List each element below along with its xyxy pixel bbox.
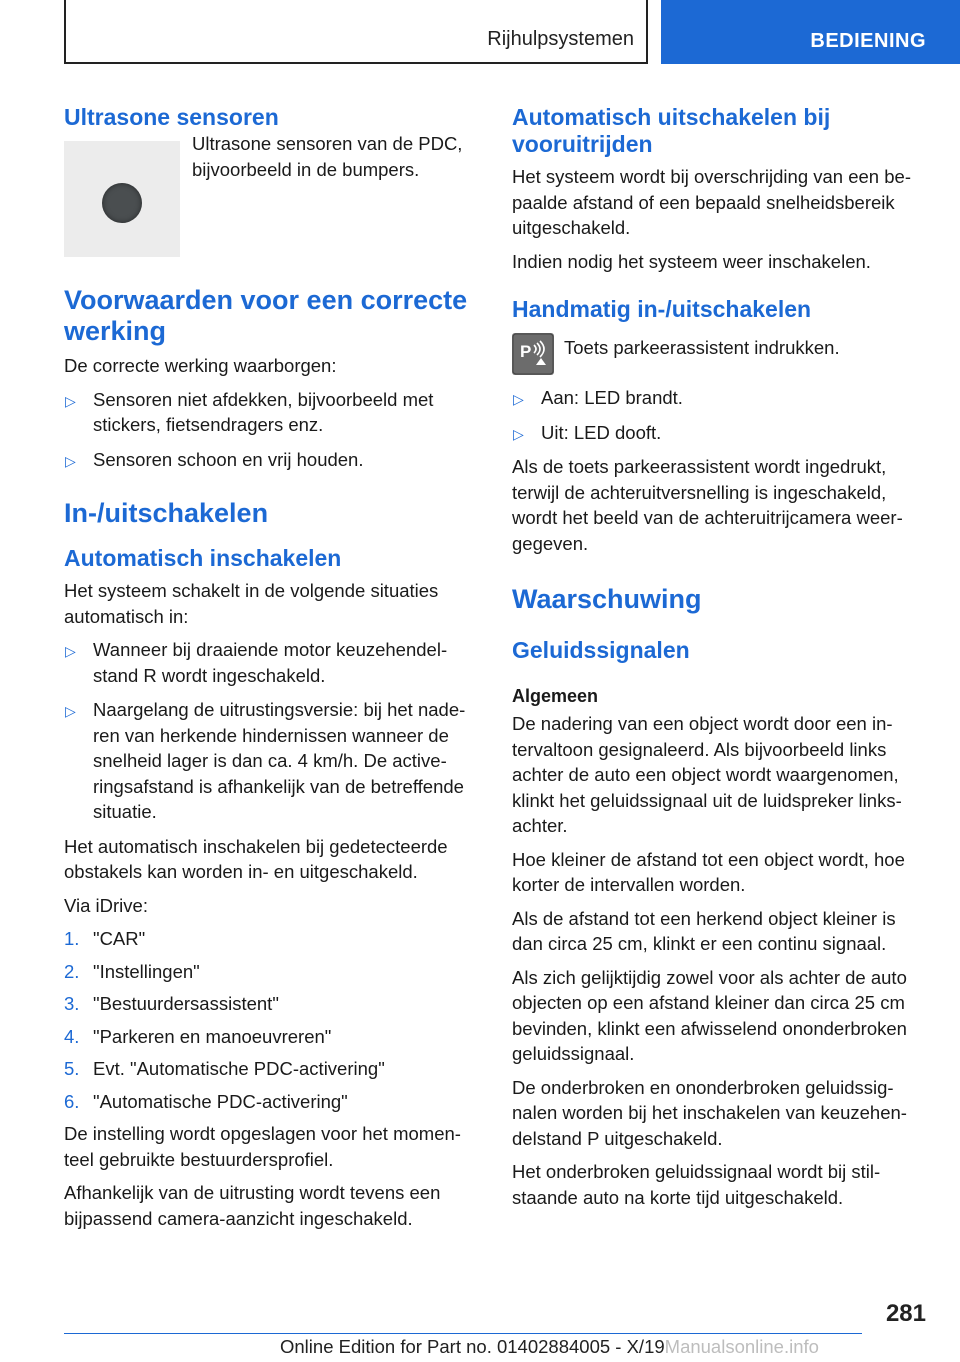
heading-automatisch-uitschakelen: Automatisch uitschakelen bij vooruitrijden	[512, 104, 831, 157]
footer-edition-text: Online Edition for Part no. 01402884005 - X/19	[280, 1336, 665, 1357]
auto-in-list	[64, 637, 478, 825]
left-column	[64, 100, 478, 1239]
list-item: ▷ Aan: LED brandt.	[512, 385, 924, 411]
footer-edition	[280, 1336, 819, 1358]
step-item: 6. "Automatische PDC-activering"	[64, 1090, 348, 1112]
closing-paragraph-1: De instelling wordt opgeslagen voor het momenteel gebruikte bestuurdersprofiel.	[64, 1123, 461, 1170]
list-item: ▷ Sensoren schoon en vrij houden.	[64, 447, 478, 473]
voorwaarden-intro: De correcte werking waarborgen:	[64, 355, 337, 376]
bullet-triangle-icon: ▷	[513, 425, 524, 442]
paragraph: De onderbroken en ononderbroken geluidssignalen worden bij het inschakelen van keuzehendelstand P uitgeschakeld.	[512, 1076, 907, 1149]
heading-geluidssignalen: Geluidssignalen	[512, 637, 690, 663]
park-assist-button-icon	[512, 333, 554, 375]
paragraph: Als zich gelijktijdig zowel voor als achter de auto objecten op een afstand kleiner dan circa 25 cm bevinden, klinkt een afwisselend ononderbroken geluidssignaal.	[512, 966, 907, 1064]
list-item: ▷ Wanneer bij draaiende motor keuzehendelstand R wordt ingeschakeld.	[65, 639, 448, 686]
step-item: 2. "Instellingen"	[64, 960, 200, 982]
bullet-triangle-icon: ▷	[65, 643, 76, 659]
sensor-figure-row	[64, 133, 478, 257]
step-item: 4. "Parkeren en manoeuvreren"	[64, 1025, 332, 1047]
led-list	[512, 385, 924, 445]
bullet-triangle-icon: ▷	[513, 391, 524, 407]
bullet-triangle-icon: ▷	[65, 452, 76, 469]
heading-automatisch-inschakelen: Automatisch inschakelen	[64, 545, 342, 571]
list-item: ▷ Naargelang de uitrustingsversie: bij het naderen van herkende hindernissen wanneer de snelheid lager is dan ca. 4 km/h. De activeringsafstand is afhankelijk van de betreffende situatie.	[65, 699, 466, 822]
handmatig-after: Als de toets parkeerassistent wordt ingedrukt, terwijl de achteruitversnelling is ingeschakeld, wordt het beeld van de achteruitrijcamera weergegeven.	[512, 456, 903, 554]
closing-paragraph-2: Afhankelijk van de uitrusting wordt tevens een bijpassend camera-aanzicht ingeschakeld.	[64, 1182, 441, 1229]
sensor-caption: Ultrasone sensoren van de PDC, bijvoorbeeld in de bumpers.	[192, 133, 463, 180]
idrive-steps	[64, 926, 478, 1114]
list-item: ▷ Sensoren niet afdekken, bijvoorbeeld met stickers, fietsendragers enz.	[65, 388, 434, 435]
svg-text:P: P	[520, 342, 532, 361]
heading-handmatig: Handmatig in-/uitschakelen	[512, 296, 812, 322]
header-section: Rijhulpsystemen	[487, 28, 634, 50]
via-idrive: Via iDrive:	[64, 894, 148, 916]
step-item: 3. "Bestuurdersassistent"	[64, 993, 279, 1014]
heading-waarschuwing: Waarschuwing	[512, 584, 702, 614]
auto-uit-paragraph-1: Het systeem wordt bij overschrijding van een bepaalde afstand of een bepaald snelheidsbereik uitgeschakeld.	[512, 166, 911, 238]
step-item: 1. "CAR"	[64, 928, 146, 949]
auto-in-intro: Het systeem schakelt in de volgende situaties automatisch in:	[64, 580, 439, 627]
handmatig-text: Toets parkeerassistent indrukken.	[564, 337, 840, 358]
header-tab	[661, 0, 960, 64]
heading-voorwaarden: Voorwaarden voor een correcte werking	[64, 285, 468, 346]
voorwaarden-list	[64, 387, 478, 473]
paragraph: Als de afstand tot een herkend object kleiner is dan circa 25 cm, klinkt er een continu signaal.	[512, 907, 896, 954]
bullet-triangle-icon: ▷	[65, 392, 76, 409]
heading-in-uitschakelen: In-/uitschakelen	[64, 498, 269, 528]
paragraph: De nadering van een object wordt door een intervaltoon gesignaleerd. Als bijvoorbeeld links achter de auto een object wordt waargenomen, klinkt het geluidssignaal uit de luidspreker linksachter.	[512, 713, 902, 836]
sensor-icon	[102, 183, 142, 223]
step-item: 5. Evt. "Automatische PDC-activering"	[64, 1058, 385, 1079]
paragraph: Hoe kleiner de afstand tot een object wordt, hoe korter de intervallen worden.	[512, 848, 905, 895]
bullet-triangle-icon: ▷	[65, 703, 76, 719]
footer-divider	[64, 1333, 862, 1334]
pdc-button-row	[512, 335, 924, 375]
right-column	[512, 100, 924, 1218]
auto-uit-paragraph-2: Indien nodig het systeem weer inschakelen.	[512, 250, 871, 272]
auto-in-after: Het automatisch inschakelen bij gedetecteerde obstakels kan worden in- en uitgeschakeld.	[64, 835, 448, 882]
header-tab-label: BEDIENING	[810, 30, 926, 52]
heading-algemeen: Algemeen	[512, 686, 599, 706]
header-frame	[64, 0, 648, 64]
ultrasonic-sensor-image	[64, 141, 180, 257]
paragraph: Het onderbroken geluidssignaal wordt bij stilstaande auto na korte tijd uitgeschakeld.	[512, 1161, 881, 1208]
page-number: 281	[885, 1300, 926, 1327]
watermark: Manualsonline.info	[664, 1336, 819, 1357]
list-item: ▷ Uit: LED dooft.	[512, 420, 924, 446]
heading-ultrasone-sensoren: Ultrasone sensoren	[64, 104, 279, 130]
